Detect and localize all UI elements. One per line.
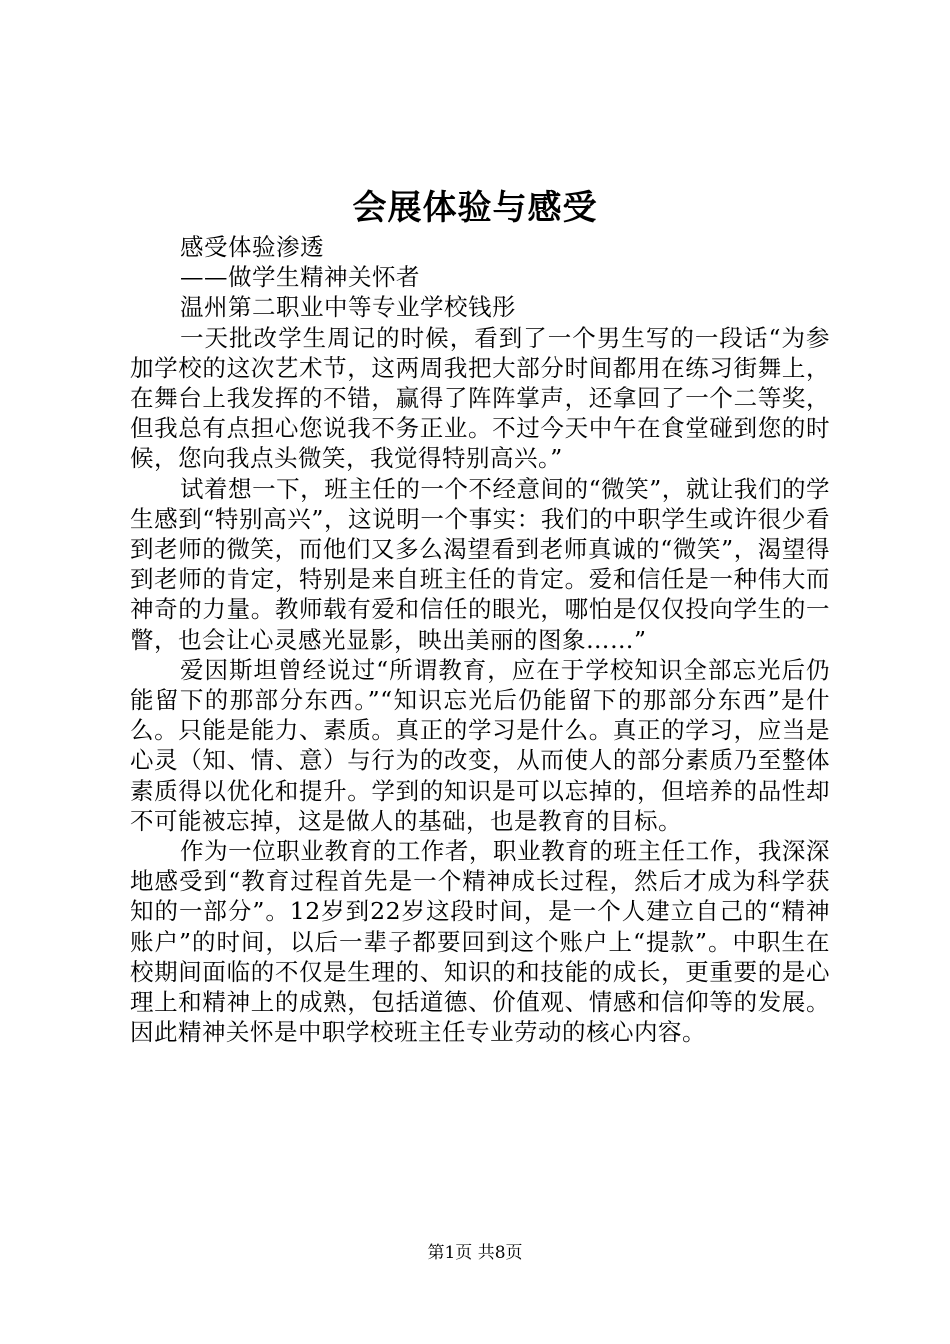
subtitle-line: ——做学生精神关怀者 [180, 263, 420, 292]
paragraph: 一天批改学生周记的时候，看到了一个男生写的一段话“为参加学校的这次艺术节，这两周我把大部分时间都用在练习街舞上，在舞台上我发挥的不错，赢得了阵阵掌声，还拿回了一个二等奖，但我总有点担心您说我不务正业。不过今天中午在食堂碰到您的时候，您向我点头微笑，我觉得特别高兴。” [130, 323, 830, 473]
document-title: 会展体验与感受 [352, 188, 598, 228]
document-body [130, 232, 830, 1047]
page-footer: 第1页 共8页 [427, 1243, 523, 1263]
paragraph: 试着想一下，班主任的一个不经意间的“微笑”，就让我们的学生感到“特别高兴”，这说明一个事实：我们的中职学生或许很少看到老师的微笑，而他们又多么渴望看到老师真诚的“微笑”，渴望得到老师的肯定，特别是来自班主任的肯定。爱和信任是一种伟大而神奇的力量。教师载有爱和信任的眼光，哪怕是仅仅投向学生的一瞥，也会让心灵感光显影，映出美丽的图象……” [130, 474, 830, 654]
paragraph: 爱因斯坦曾经说过“所谓教育，应在于学校知识全部忘光后仍能留下的那部分东西。”“知识忘光后仍能留下的那部分东西”是什么。只能是能力、素质。真正的学习是什么。真正的学习，应当是心灵（知、情、意）与行为的改变，从而使人的部分素质乃至整体素质得以优化和提升。学到的知识是可以忘掉的，但培养的品性却不可能被忘掉，这是做人的基础，也是教育的目标。 [130, 655, 830, 835]
author-line: 温州第二职业中等专业学校钱彤 [180, 293, 516, 322]
subtitle-line: 感受体验渗透 [180, 233, 324, 261]
paragraph: 作为一位职业教育的工作者，职业教育的班主任工作，我深深地感受到“教育过程首先是一个精神成长过程，然后才成为科学获知的一部分”。12岁到22岁这段时间，是一个人建立自己的“精神账户”的时间，以后一辈子都要回到这个账户上“提款”。中职生在校期间面临的不仅是生理的、知识的和技能的成长，更重要的是心理上和精神上的成熟，包括道德、价值观、情感和信仰等的发展。因此精神关怀是中职学校班主任专业劳动的核心内容。 [130, 837, 830, 1047]
